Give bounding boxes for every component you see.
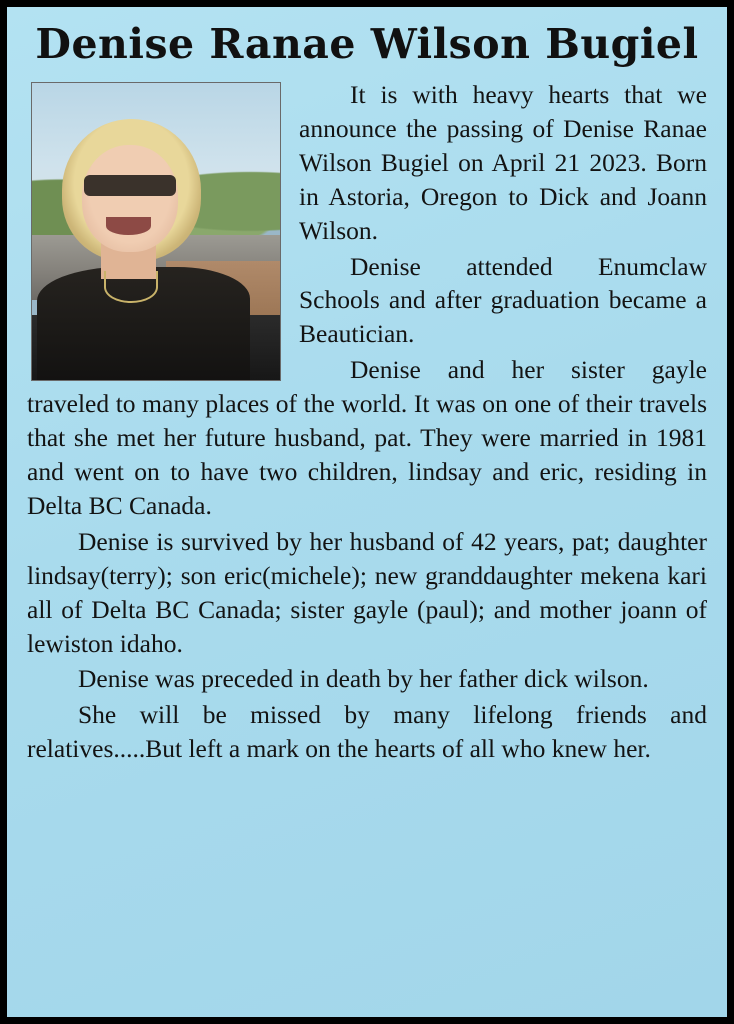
obituary-paragraph: It is with heavy hearts that we announce the passing of Denise Ranae Wilson Bugiel on April 21 2023. Born in Astoria, Oregon to Dick and Joann Wilson. bbox=[299, 80, 707, 245]
photo-subject-necklace bbox=[104, 271, 158, 303]
obituary-paragraph: She will be missed by many lifelong friends and relatives.....But left a mark on the hearts of all who knew her. bbox=[27, 700, 707, 764]
photo-subject-sunglasses bbox=[84, 175, 176, 196]
page-title: Denise Ranae Wilson Bugiel bbox=[35, 20, 699, 68]
portrait-photo bbox=[31, 82, 281, 381]
photo-subject-smile bbox=[106, 217, 151, 235]
obituary-paragraph: Denise is survived by her husband of 42 years, pat; daughter lindsay(terry); son eric(michele); new granddaughter mekena kari all of Delta BC Canada; sister gayle (paul); and mother joann of lewiston idaho. bbox=[27, 526, 707, 658]
obituary-inner-panel bbox=[7, 7, 727, 1017]
obituary-paragraph: Denise was preceded in death by her father dick wilson. bbox=[78, 664, 649, 694]
obituary-paragraph: Denise and her sister gayle traveled to many places of the world. It was on one of their travels that she met her future husband, pat. They were married in 1981 and went on to have two children, lindsay and eric, residing in Delta BC Canada. bbox=[27, 355, 707, 520]
photo-subject-face bbox=[82, 145, 179, 252]
obituary-paragraph: Denise attended Enumclaw Schools and after graduation became a Beautician. bbox=[299, 251, 707, 349]
